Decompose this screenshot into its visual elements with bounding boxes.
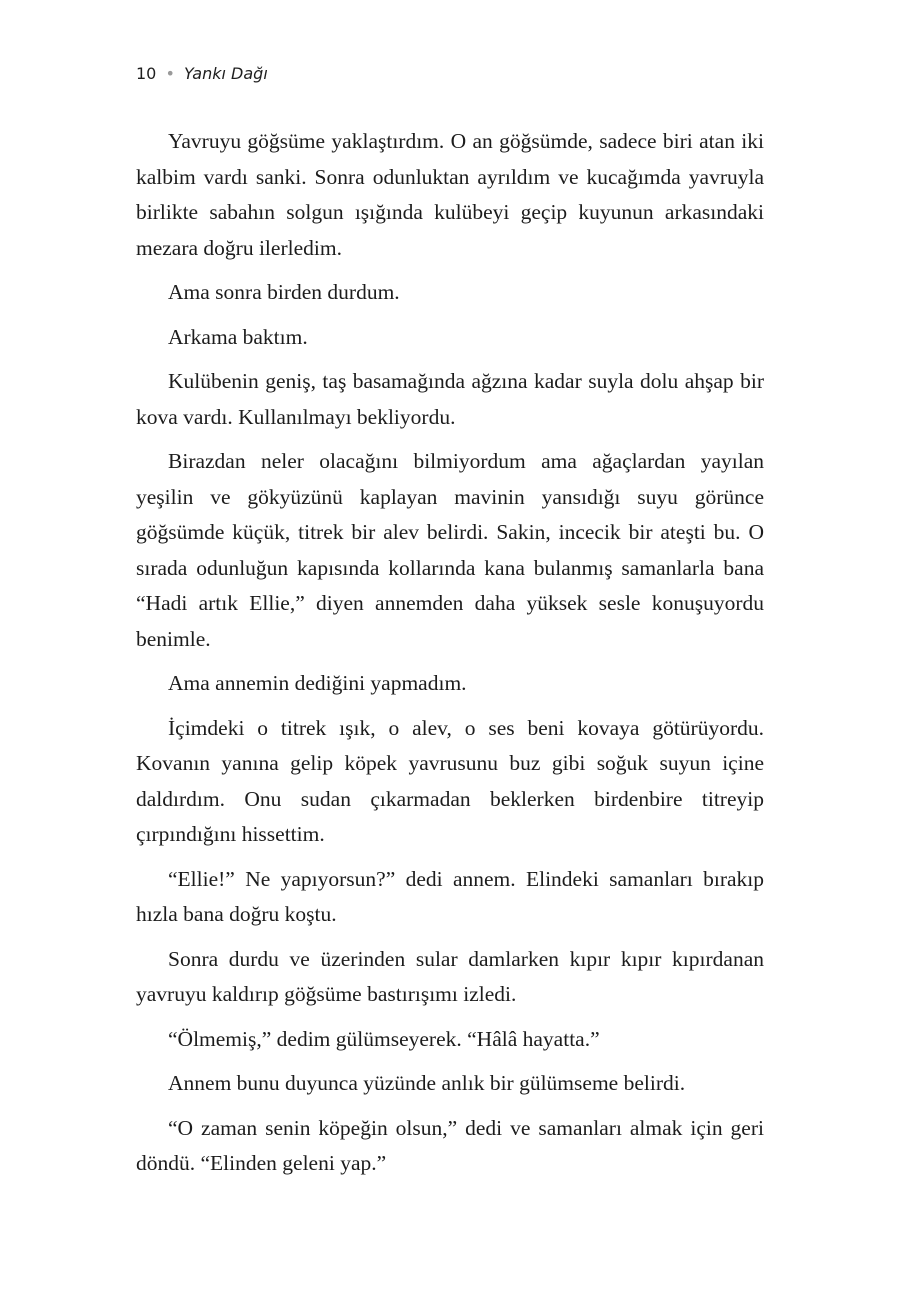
paragraph: Kulübenin geniş, taş basamağında ağzına kadar suyla dolu ahşap bir kova vardı. Kullanılmayı bekliyordu. [136, 369, 764, 429]
paragraph: “O zaman senin köpeğin olsun,” dedi ve samanları almak için geri döndü. “Elinden geleni yap.” [136, 1115, 764, 1175]
page-number: 10 [136, 64, 157, 83]
paragraph: “Ellie!” Ne yapıyorsun?” dedi annem. Elindeki samanları bırakıp hızla bana doğru koştu. [136, 866, 764, 926]
paragraph: Birazdan neler olacağını bilmiyordum ama ağaçlardan yayılan yeşilin ve gökyüzünü kaplayan mavinin yansıdığı suyu görünce göğsümde küçük, titrek bir alev belirdi. Sakin, incecik bir ateşti bu. O sırada odunluğun kapısında kollarında kana bulanmış samanlarla bana “Hadi artık Ellie,” diyen annemden daha yüksek sesle konuşuyordu benimle. [136, 449, 764, 651]
paragraph: Ama sonra birden durdum. [168, 280, 400, 304]
paragraph: İçimdeki o titrek ışık, o alev, o ses beni kovaya götürüyordu. Kovanın yanına gelip köpek yavrusunu buz gibi soğuk suyun içine daldırdım. Onu sudan çıkarmadan beklerken birdenbire titreyip çırpındığını hissettim. [136, 715, 764, 846]
book-title: Yankı Dağı [183, 64, 268, 83]
paragraph: Yavruyu göğsüme yaklaştırdım. O an göğsümde, sadece biri atan iki kalbim vardı sanki. Sonra odunluktan ayrıldım ve kucağımda yavruyla birlikte sabahın solgun ışığında kulübeyi geçip kuyunun arkasındaki mezara doğru ilerledim. [136, 129, 764, 260]
running-header [136, 64, 268, 83]
paragraph: Ama annemin dediğini yapmadım. [168, 671, 467, 695]
header-separator: • [165, 64, 175, 83]
paragraph: Arkama baktım. [168, 324, 308, 349]
paragraph: Sonra durdu ve üzerinden sular damlarken kıpır kıpır kıpırdanan yavruyu kaldırıp göğsüme bastırışımı izledi. [136, 946, 764, 1006]
paragraph: Annem bunu duyunca yüzünde anlık bir gülümseme belirdi. [168, 1071, 686, 1095]
body-text [136, 124, 764, 1191]
paragraph: “Ölmemiş,” dedim gülümseyerek. “Hâlâ hayatta.” [168, 1026, 600, 1051]
